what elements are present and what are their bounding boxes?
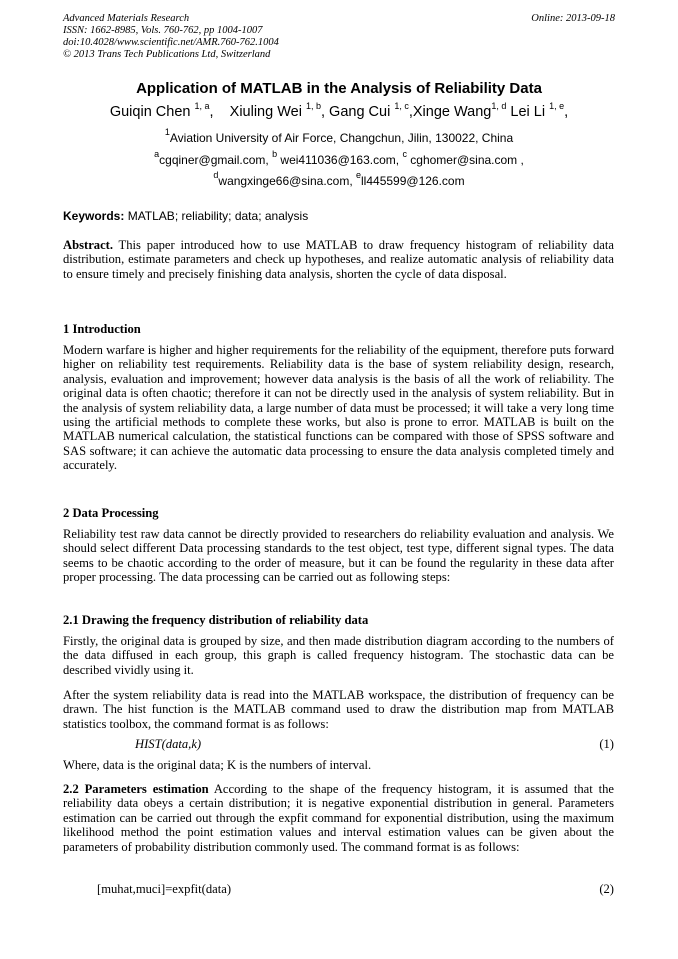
- author-sup: 1, c: [394, 101, 409, 111]
- author-sup: 1, b: [305, 101, 321, 111]
- issn: ISSN: 1662-8985, Vols. 760-762, pp 1004-1007: [63, 25, 263, 36]
- section-paragraph: After the system reliability data is read into the MATLAB workspace, the distribution of frequency can be drawn. The hist function is the MATLAB command used to draw the distribution map from MATLAB statistics toolbox, the command format is as follows:: [63, 688, 614, 731]
- paper-title: Application of MATLAB in the Analysis of Reliability Data: [136, 80, 542, 97]
- section-paragraph: 2.2 Parameters estimation According to the shape of the frequency histogram, it is assumed that the reliability data obeys a certain distribution; it is negative exponential distribution in general. Parameters estimation can be carried out through the expfit command for exponential distribution, using the maximum likelihood method the point estimation values and interval estimation values can be given about the parameters of probability distribution commonly used. The command format is as follows:: [63, 782, 614, 854]
- section-paragraph: Firstly, the original data is grouped by size, and then made distribution diagram according to the numbers of the data diffused in each group, this graph is called frequency histogram. The stochastic data can be described vividly using it.: [63, 634, 614, 677]
- subsection-heading: 2.1 Drawing the frequency distribution of reliability data: [63, 613, 369, 627]
- author-sup: 1, d: [491, 101, 507, 111]
- equation-number: (1): [599, 737, 614, 751]
- section-heading: 1 Introduction: [63, 322, 141, 336]
- online-date: Online: 2013-09-18: [531, 13, 615, 24]
- page-header: [63, 13, 615, 61]
- author-name: Gang Cui: [329, 104, 391, 120]
- author-sup: 1, e: [549, 101, 565, 111]
- equation-formula: HIST(data,k): [135, 737, 202, 751]
- abstract: Abstract. This paper introduced how to use MATLAB to draw frequency histogram of reliability data distribution, estimate parameters and check up hypotheses, and realize automatic analysis of reliability data to ensure timely and precisely finishing data analysis, shorten the cycle of data disposal.: [63, 238, 614, 281]
- author-name: Xinge Wang: [412, 104, 492, 120]
- equation-number: (2): [599, 882, 614, 896]
- section-paragraph: Reliability test raw data cannot be directly provided to researchers do reliability evaluation and analysis. We should select different Data processing standards to the test object, test type, different signal types. The data seems to be chaotic according to the order of measure, but it can be found the regularity in these data after proper processing. The data processing can be carried out as following steps:: [63, 527, 614, 585]
- email-line-1: $^a$cgqiner@gmail.com, $^b$ wei411036@163.com, $^c$ cghomer@sina.com ,: [154, 149, 524, 167]
- author-list: Guiqin Chen $^{1, a}$, Xiuling Wei $^{1, b}$, Gang Cui $^{1, c}$,Xinge Wang$^{1, d}$ Lei Li $^{1, e}$,: [109, 101, 569, 120]
- keywords: Keywords: MATLAB; reliability; data; analysis: [63, 209, 309, 223]
- copyright: © 2013 Trans Tech Publications Ltd, Switzerland: [63, 49, 271, 60]
- author-sup: 1, a: [194, 101, 210, 111]
- journal-name: Advanced Materials Research: [63, 13, 190, 24]
- author-name: Guiqin Chen: [109, 104, 191, 120]
- subsection-heading: 2.2 Parameters estimation: [63, 782, 209, 796]
- email-line-2: $^d$wangxinge66@sina.com, $^e$ll445599@126.com: [213, 170, 465, 188]
- abstract-label: Abstract.: [63, 238, 114, 252]
- affiliation: $^1$Aviation University of Air Force, Changchun, Jilin, 130022, China: [164, 127, 514, 145]
- section-heading: 2 Data Processing: [63, 506, 159, 520]
- section-paragraph: Modern warfare is higher and higher requirements for the reliability of the equipment, therefore puts forward higher on reliability test requirements. Reliability data is the base of system reliability design, research, analysis, evaluation and improvement; however data analysis is the basis of all the work of reliability. The original data is often chaotic; therefore it can not be directly used in the analysis of system reliability. But in the analysis of system reliability data, a large number of data must be processed; it will take a very long time using the artificial methods to complete these works, but also is prone to error. MATLAB is built on the MATLAB numerical calculation, the statistical functions can be compared with those of SPSS software and SAS software; it can achieve the automatic data processing to ensure the data analysis completed timely and accurately.: [63, 343, 614, 473]
- author-name: Lei Li: [510, 104, 546, 120]
- keywords-label: Keywords:: [63, 209, 125, 223]
- equation-formula: [muhat,muci]=expfit(data): [97, 882, 232, 896]
- where-clause: Where, data is the original data; K is the numbers of interval.: [63, 758, 372, 772]
- author-name: Xiuling Wei: [229, 104, 302, 120]
- doi: doi:10.4028/www.scientific.net/AMR.760-762.1004: [63, 37, 279, 48]
